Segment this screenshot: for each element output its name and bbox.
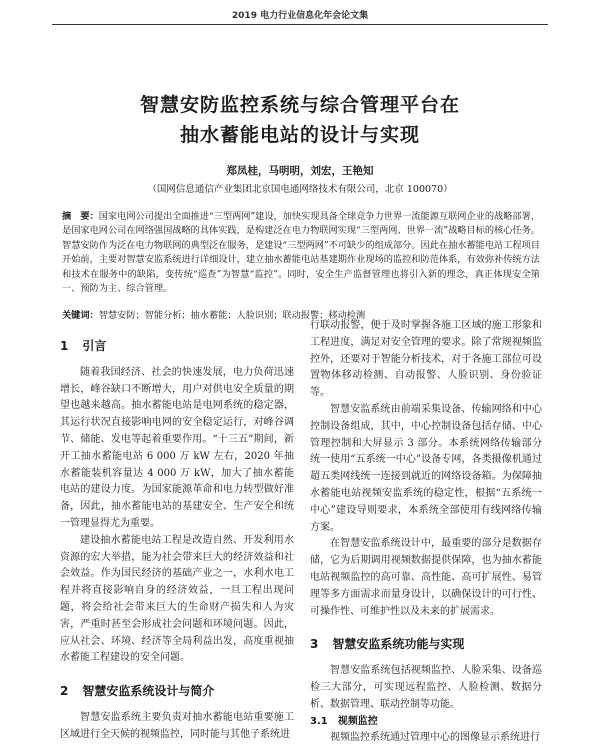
section-heading-3 — [310, 636, 542, 653]
header-rule — [52, 24, 548, 25]
paragraph: 随着我国经济、社会的快速发展，电力负荷迅速增长，峰谷缺口不断增大，用户对供电安全质量的期望也越来越高。抽水蓄能电站是电网系统的稳定器，其运行状况直接影响电网的安全稳定运行，对峰谷调节、储能、发电等起着重要作用。“十三五”期间，新开工抽水蓄能电站 6 000 万 kW 左右，2020 年抽水蓄能装机容量达 4 000 万 kW，加大了抽水蓄能电站的建设力度。为国家能源革命和电力转型做好准备，因此，抽水蓄能电站的基建安全、生产安全和统一管理显得尤为重要。 — [60, 366, 294, 529]
subsection-title: 视频监控 — [337, 715, 378, 727]
abstract — [62, 210, 540, 296]
section-number: 3 — [310, 637, 319, 652]
running-header: 2019 电力行业信息化年会论文集 — [231, 11, 369, 21]
section-title: 引言 — [82, 339, 107, 353]
abstract-text: 国家电网公司提出全面推进“三型两网”建设，加快实现具备全球竞争力世界一流能源互联网企业的战略部署，是国家电网公司在网络强国战略的具体实践，是构建泛在电力物联网实现“三型两网、世界一流”战略目标的核心任务。智慧安防作为泛在电力物联网的典型泛在服务，是建设“三型两网”不可缺少的组成部分。因此在抽水蓄能电站工程项目开始前，主要对智慧安监系统进行详细设计，建立抽水蓄能电站基建期作业现场的监控和防范体系，有效弥补传统方法和技术在服务中的缺陷，变传统“巡查”为智慧“监控”。同时，安全生产监督管理也将引入新的理念，真正体现安全第一、预防为主、综合管理。 — [62, 211, 540, 295]
paper-title-line-1: 智慧安防监控系统与综合管理平台在 — [139, 94, 460, 116]
authors: 郑凤桂，马明明，刘宏，王艳知 — [226, 165, 374, 177]
abstract-label: 摘 要： — [62, 211, 99, 222]
paragraph: 视频监控系统通过管理中心的图像显示系统进行 — [330, 732, 540, 744]
section-heading-2 — [60, 683, 294, 700]
section-number: 1 — [60, 339, 69, 353]
subsection-number: 3.1 — [310, 715, 328, 727]
left-column — [60, 320, 294, 744]
paragraph: 智慧安监系统主要负责对抽水蓄能电站重要施工区域进行全天候的视频监控，同时能与其他子系统进 — [60, 711, 294, 740]
paragraph: 建设抽水蓄能电站工程是改造自然、开发利用水资源的宏大举措，能为社会带来巨大的经济效益和社会效益。作为国民经济的基础产业之一，水利水电工程并将直接影响自身的经济效益，一旦工程出现问题，将会给社会带来巨大的生命财产损失和人为灾害，严重时甚至会形成社会问题和环境问题。因此，应从社会、环境、经济等全局利益出发，高度重视抽水蓄能工程建设的安全问题。 — [60, 534, 294, 664]
keywords-text: 智慧安防；智能分析；抽水蓄能；人脸识别；联动报警；移动检测 — [98, 310, 366, 321]
paragraph: 行联动报警，便于及时掌握各施工区域的施工形象和工程进度，满足对安全管理的要求。除了常规视频监控外，还要对于智能分析技术，对于各施工部位可设置物体移动检测、自动报警、人脸识别、身份验证等。 — [310, 320, 542, 399]
paragraph: 在智慧安监系统设计中，最重要的部分是数据存储，它为后期调用视频数据提供保障，也为抽水蓄能电站视频监控的高可靠、高性能、高可扩展性、易管理等多方面需求而量身设计，以确保设计的可行性、可操作性、可维护性以及未来的扩展需求。 — [310, 538, 542, 617]
paper-title-line-2: 抽水蓄能电站的设计与实现 — [179, 124, 420, 146]
paragraph: 智慧安监系统由前端采集设备、传输网络和中心控制设备组成，其中，中心控制设备包括存储、中心管理控制和大屏显示 3 部分。本系统网络传输部分统一使用“五系统一中心”设备专网，各类摄像机通过超五类网线统一连接到就近的网络设备箱。为保障抽水蓄能电站视频安监系统的稳定性，根据“五系统一中心”建设导则要求，本系统全部使用有线网络传输方案。 — [310, 403, 542, 533]
section-title: 智慧安监系统功能与实现 — [332, 637, 465, 652]
section-heading-1 — [60, 338, 294, 355]
paragraph: 智慧安监系统包括视频监控、人脸采集、设备巡检三大部分，可实现远程监控、人脸检测、数据分析、数据管理、联动控制等功能。 — [310, 665, 542, 710]
affiliation: （国网信息通信产业集团北京国电通网络技术有限公司，北京 100070） — [147, 184, 453, 195]
right-column — [310, 318, 542, 747]
keywords-label: 关键词： — [62, 310, 99, 321]
section-title: 智慧安监系统设计与简介 — [82, 684, 215, 699]
section-number: 2 — [60, 684, 69, 699]
